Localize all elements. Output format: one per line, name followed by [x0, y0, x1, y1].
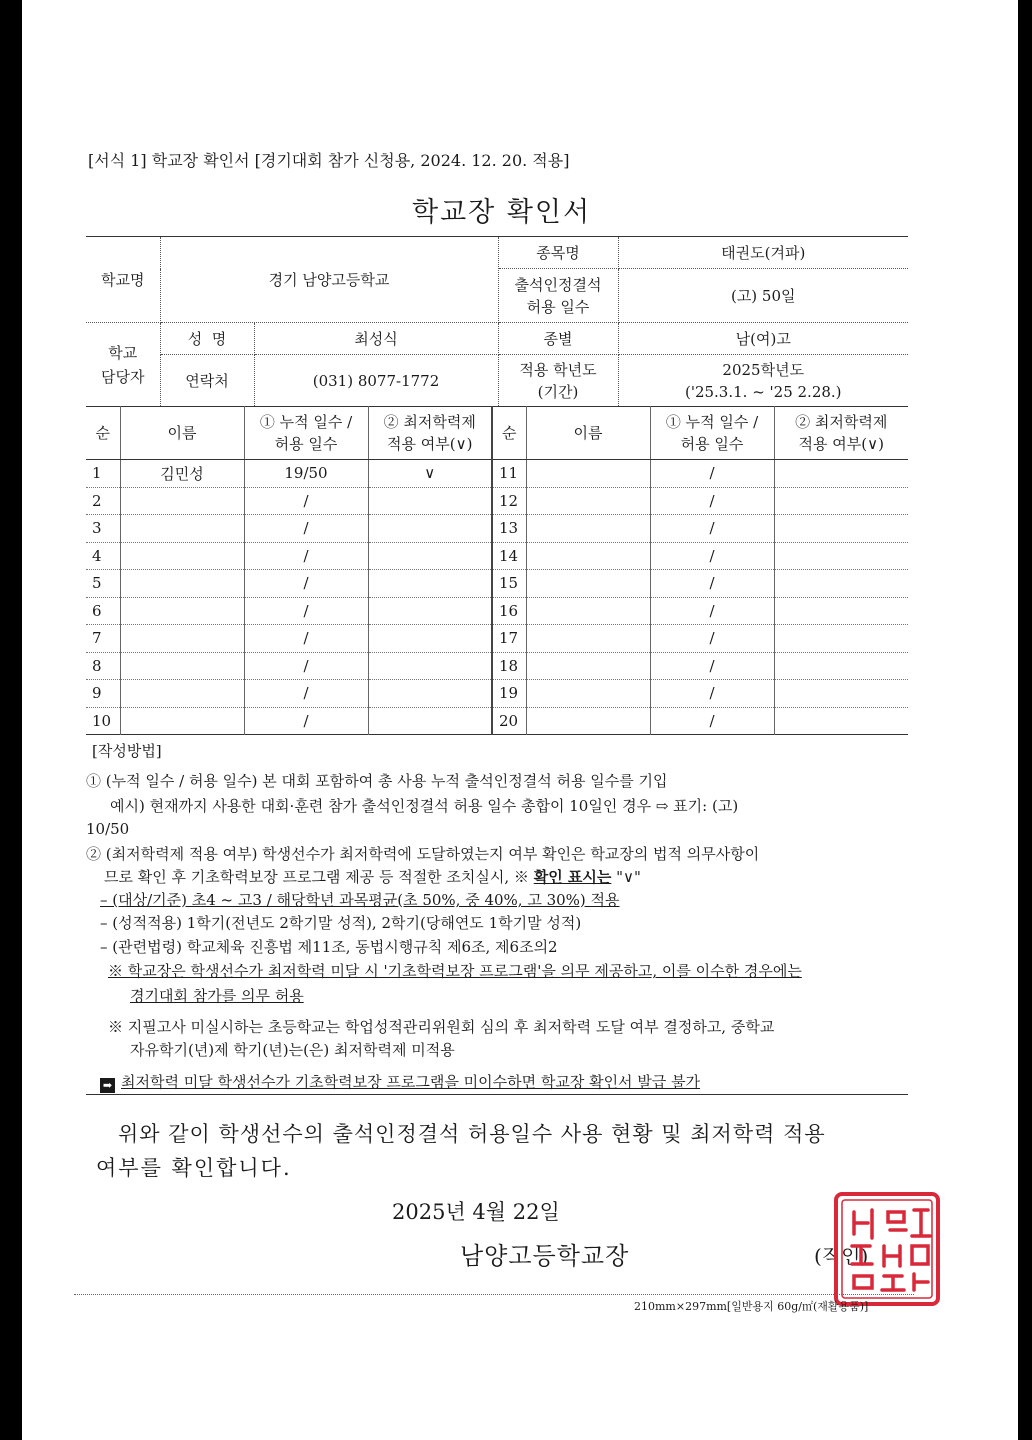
row-num-right: 12 [492, 487, 526, 515]
school-info-table [86, 236, 908, 407]
year-value-line2: ('25.3.1. ~ '25 2.28.) [684, 382, 842, 401]
col-name-header: 이름 [120, 407, 244, 460]
row-check: ∨ [368, 460, 492, 488]
col-min-line2: 적용 여부(∨) [387, 435, 473, 453]
row-check-right [774, 597, 908, 625]
row-name-right [526, 487, 650, 515]
col-days-header-right [650, 407, 774, 460]
row-check-right [774, 460, 908, 488]
sport-value: 태권도(겨파) [618, 237, 908, 269]
row-check-right [774, 707, 908, 735]
col-num-header: 순 [86, 407, 120, 460]
instruction-line-2: 예시) 현재까지 사용한 대회·훈련 참가 출석인정결석 허용 일수 총합이 10일인 경우 ⇨ 표기: (고) [110, 797, 739, 815]
row-days-right: / [650, 487, 774, 515]
row-num: 10 [86, 707, 120, 735]
instruction-line-12: 자유학기(년)제 학기(년)는(은) 최저학력제 미적용 [130, 1041, 455, 1059]
col-days-line2-right: 허용 일수 [680, 435, 744, 453]
absence-days-value: (고) 50일 [618, 269, 908, 323]
instruction-line-3: 10/50 [86, 820, 130, 838]
table-row [86, 652, 908, 680]
footer-divider [74, 1294, 914, 1295]
row-name-right [526, 680, 650, 708]
gender-label: 종별 [498, 323, 618, 355]
manager-label-line2: 담당자 [101, 367, 145, 386]
row-name-right [526, 652, 650, 680]
row-days-right: / [650, 597, 774, 625]
manager-name-label: 성 명 [160, 323, 254, 355]
row-days: 19/50 [244, 460, 368, 488]
row-days-right: / [650, 570, 774, 598]
row-days: / [244, 570, 368, 598]
year-value-line1: 2025학년도 [722, 360, 805, 379]
col-days-line2: 허용 일수 [274, 435, 338, 453]
row-days-right: / [650, 515, 774, 543]
row-days: / [244, 680, 368, 708]
row-check-right [774, 680, 908, 708]
instruction-line-5a: 므로 확인 후 기초학력보장 프로그램 제공 등 적절한 조치실시, ※ [104, 868, 534, 886]
row-name-right [526, 625, 650, 653]
table-row [86, 460, 908, 488]
absence-label-line1: 출석인정결석 [514, 275, 602, 294]
table-row [86, 680, 908, 708]
row-days: / [244, 652, 368, 680]
row-name [120, 707, 244, 735]
row-num: 6 [86, 597, 120, 625]
instruction-line-10: 경기대회 참가를 의무 허용 [130, 987, 304, 1005]
row-days: / [244, 515, 368, 543]
row-name [120, 652, 244, 680]
absence-days-label [498, 269, 618, 323]
row-name-right [526, 597, 650, 625]
seal-icon [832, 1190, 942, 1308]
instruction-line-5b: 확인 표시는 [533, 868, 612, 886]
col-min-line2-right: 적용 여부(∨) [798, 435, 884, 453]
instructions-heading: [작성방법] [92, 742, 162, 760]
school-name-value: 경기 남양고등학교 [160, 237, 498, 323]
row-days: / [244, 625, 368, 653]
row-name [120, 597, 244, 625]
document-title: 학교장 확인서 [412, 197, 592, 228]
row-check-right [774, 515, 908, 543]
instruction-line-7: – (성적적용) 1학기(전년도 2학기말 성적), 2학기(당해연도 1학기말 성적) [100, 914, 582, 932]
col-min-header [368, 407, 492, 460]
year-label-line1: 적용 학년도 [519, 360, 597, 379]
signer-title: 남양고등학교장 [460, 1242, 630, 1270]
row-name-right [526, 707, 650, 735]
year-label-line2: (기간) [537, 382, 579, 401]
row-days: / [244, 707, 368, 735]
row-num-right: 11 [492, 460, 526, 488]
manager-name-value: 최성식 [254, 323, 498, 355]
col-min-header-right [774, 407, 908, 460]
instruction-line-6: – (대상/기준) 초4 ~ 고3 / 해당학년 과목평균(초 50%, 중 40%, 고 30%) 적용 [100, 891, 620, 909]
notice-divider [86, 1094, 908, 1095]
row-check [368, 680, 492, 708]
student-table-body [86, 460, 908, 735]
row-check-right [774, 542, 908, 570]
row-num: 7 [86, 625, 120, 653]
row-days-right: / [650, 707, 774, 735]
row-num-right: 14 [492, 542, 526, 570]
row-num: 2 [86, 487, 120, 515]
row-name-right [526, 515, 650, 543]
row-num: 4 [86, 542, 120, 570]
row-num-right: 13 [492, 515, 526, 543]
row-name [120, 487, 244, 515]
confirm-line-2: 여부를 확인합니다. [96, 1156, 292, 1180]
row-check-right [774, 652, 908, 680]
row-check [368, 625, 492, 653]
contact-value: (031) 8077-1772 [254, 355, 498, 407]
row-check [368, 570, 492, 598]
row-days-right: / [650, 625, 774, 653]
row-num-right: 17 [492, 625, 526, 653]
table-row [86, 707, 908, 735]
table-row [86, 542, 908, 570]
table-row [86, 570, 908, 598]
row-num: 1 [86, 460, 120, 488]
row-num: 9 [86, 680, 120, 708]
row-name: 김민성 [120, 460, 244, 488]
col-min-line1: ② 최저학력제 [383, 413, 476, 431]
row-check [368, 542, 492, 570]
col-num-header-right: 순 [492, 407, 526, 460]
row-check-right [774, 487, 908, 515]
row-days-right: / [650, 652, 774, 680]
instruction-line-11: ※ 지필고사 미실시하는 초등학교는 학업성적관리위원회 심의 후 최저학력 도달 여부 결정하고, 중학교 [108, 1018, 775, 1036]
manager-label [86, 323, 160, 407]
instruction-line-1: ① (누적 일수 / 허용 일수) 본 대회 포함하여 총 사용 누적 출석인정결석 허용 일수를 기입 [86, 772, 668, 790]
row-num: 8 [86, 652, 120, 680]
row-days-right: / [650, 460, 774, 488]
row-name-right [526, 570, 650, 598]
table-row [86, 625, 908, 653]
instruction-line-5c: "∨" [611, 868, 641, 886]
student-table [86, 406, 908, 735]
row-name [120, 625, 244, 653]
col-days-line1: ① 누적 일수 / [259, 413, 353, 431]
row-name-right [526, 460, 650, 488]
instruction-line-5 [104, 866, 641, 888]
confirm-line-1: 위와 같이 학생선수의 출석인정결석 허용일수 사용 현황 및 최저학력 적용 [118, 1122, 826, 1146]
row-name-right [526, 542, 650, 570]
form-header: [서식 1] 학교장 확인서 [경기대회 참가 신청용, 2024. 12. 20. 적용] [88, 151, 570, 170]
issue-date: 2025년 4월 22일 [392, 1200, 560, 1224]
row-days-right: / [650, 680, 774, 708]
row-check [368, 652, 492, 680]
col-days-header [244, 407, 368, 460]
year-value [618, 355, 908, 407]
document-page [22, 0, 1018, 1440]
notice-line [100, 1071, 700, 1093]
official-seal [832, 1190, 942, 1308]
row-days-right: / [650, 542, 774, 570]
row-check [368, 515, 492, 543]
instruction-line-4: ② (최저학력제 적용 여부) 학생선수가 최저학력에 도달하였는지 여부 확인은 학교장의 법적 의무사항이 [86, 845, 760, 863]
row-check [368, 597, 492, 625]
row-name [120, 515, 244, 543]
instruction-line-9: ※ 학교장은 학생선수가 최저학력 미달 시 '기초학력보장 프로그램'을 의무 제공하고, 이를 이수한 경우에는 [108, 962, 802, 980]
absence-label-line2: 허용 일수 [526, 297, 590, 316]
row-name [120, 570, 244, 598]
col-days-line1-right: ① 누적 일수 / [665, 413, 759, 431]
row-check-right [774, 625, 908, 653]
table-row [86, 597, 908, 625]
table-row [86, 515, 908, 543]
row-days: / [244, 487, 368, 515]
row-num-right: 15 [492, 570, 526, 598]
row-num: 3 [86, 515, 120, 543]
row-days: / [244, 542, 368, 570]
row-check [368, 707, 492, 735]
footer-paper-spec: 210mm×297mm[일반용지 60g/㎡(재활용품)] [634, 1300, 869, 1313]
instruction-line-8: – (관련법령) 학교체육 진흥법 제11조, 동법시행규칙 제6조, 제6조의2 [100, 938, 558, 956]
col-name-header-right: 이름 [526, 407, 650, 460]
notice-arrow-icon: ➡ [100, 1078, 115, 1093]
row-num-right: 20 [492, 707, 526, 735]
row-num-right: 19 [492, 680, 526, 708]
sport-label: 종목명 [498, 237, 618, 269]
row-num-right: 16 [492, 597, 526, 625]
seal-mark: (직인) [814, 1244, 869, 1268]
school-name-label: 학교명 [86, 237, 160, 323]
row-name [120, 542, 244, 570]
notice-text: 최저학력 미달 학생선수가 기초학력보장 프로그램을 미이수하면 학교장 확인서 발급 불가 [121, 1073, 701, 1091]
contact-label: 연락처 [160, 355, 254, 407]
manager-label-line1: 학교 [108, 343, 138, 362]
gender-value: 남(여)고 [618, 323, 908, 355]
row-num-right: 18 [492, 652, 526, 680]
row-num: 5 [86, 570, 120, 598]
row-name [120, 680, 244, 708]
col-min-line1-right: ② 최저학력제 [795, 413, 888, 431]
year-label [498, 355, 618, 407]
row-check-right [774, 570, 908, 598]
row-check [368, 487, 492, 515]
row-days: / [244, 597, 368, 625]
table-row [86, 487, 908, 515]
